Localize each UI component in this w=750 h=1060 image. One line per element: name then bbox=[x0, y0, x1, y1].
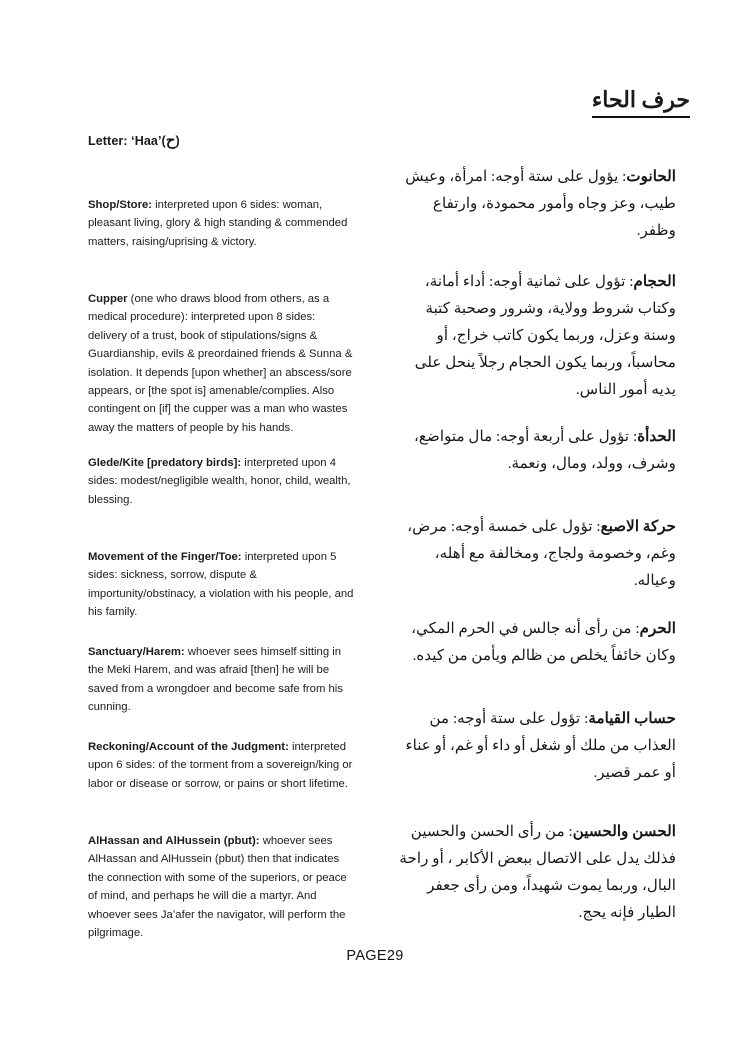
letter-label-prefix: Letter: ‘Haa’( bbox=[88, 134, 166, 148]
entry-term: AlHassan and AlHussein (pbut): bbox=[88, 835, 260, 847]
entry-ar-alharam bbox=[394, 615, 676, 669]
entry-body: : من رأى أنه جالس في الحرم المكي، وكان خائفاً يخلص من ظالم ويأمن من كيده. bbox=[411, 620, 676, 664]
entry-term: Glede/Kite [predatory birds]: bbox=[88, 457, 242, 469]
entry-body: : تؤول على خمسة أوجه: مرض، وغم، وخصومة ولجاج، ومخالفة مع أهله، وعياله. bbox=[407, 518, 676, 589]
entry-term: حركة الاصبع bbox=[600, 518, 676, 535]
entry-term: Reckoning/Account of the Judgment: bbox=[88, 741, 289, 753]
entry-term: حساب القيامة bbox=[588, 710, 676, 727]
entry-term: الحجام bbox=[633, 273, 676, 290]
entry-en-reckoning-account-of-judgment bbox=[88, 738, 356, 793]
entry-term: الحرم bbox=[639, 620, 676, 637]
letter-label bbox=[88, 131, 180, 150]
entry-term: Shop/Store: bbox=[88, 199, 153, 211]
entry-body: : تؤول على ستة أوجه: من العذاب من ملك أو شغل أو داء أو غم، أو عناء أو عمر قصير. bbox=[405, 710, 676, 781]
entry-term: Sanctuary/Harem: bbox=[88, 646, 185, 658]
entry-ar-harakat-alisbi bbox=[394, 513, 676, 594]
entry-body: : تؤول على ثمانية أوجه: أداء أمانة، وكتاب شروط وولاية، وشرور وصحبة كتبة وسنة وعزل، وربما يكون كاتب خراج، أو محاسباً، وربما يكون الحجام رجلاً ينحل على يديه أمور الناس. bbox=[414, 273, 676, 398]
entry-en-sanctuary-harem bbox=[88, 643, 356, 717]
entry-term: الحسن والحسين bbox=[572, 823, 676, 840]
entry-en-cupper bbox=[88, 290, 356, 437]
entry-en-alhassan-alhussein bbox=[88, 832, 356, 942]
page-number-footer: PAGE29 bbox=[346, 948, 404, 964]
entry-body: interpreted upon 6 sides: of the torment from a sovereign/king or labor or disease or sorrow, or pains or short lifetime. bbox=[88, 741, 353, 790]
entry-body: : تؤول على أربعة أوجه: مال متواضع، وشرف، وولد، ومال، ونعمة. bbox=[413, 428, 676, 472]
entry-term: الحانوت bbox=[626, 168, 676, 185]
entry-ar-hisab-alqiyamah bbox=[394, 705, 676, 786]
entry-body: interpreted upon 4 sides: modest/negligible wealth, honor, child, wealth, blessing. bbox=[88, 457, 351, 506]
entry-ar-alhajjam bbox=[394, 268, 676, 403]
entry-term: Cupper bbox=[88, 293, 128, 305]
entry-term: الحدأة bbox=[637, 428, 676, 445]
entry-term: Movement of the Finger/Toe: bbox=[88, 551, 242, 563]
entry-ar-alhanut bbox=[394, 163, 676, 244]
entry-en-movement-of-finger-toe bbox=[88, 548, 356, 622]
entry-body: : من رأى الحسن والحسين فذلك يدل على الاتصال ببعض الأكابر ، أو راحة البال، وربما يموت شهيداً، ومن رأى جعفر الطيار فإنه يحج. bbox=[399, 823, 676, 921]
entry-body: whoever sees himself sitting in the Meki Harem, and was afraid [then] he will be saved from a wrongdoer and become safe from his cunning. bbox=[88, 646, 343, 714]
entry-ar-alhasan-walhusayn bbox=[394, 818, 676, 926]
entry-body: : يؤول على ستة أوجه: امرأة، وعيش طيب، وعز وجاه وأمور محمودة، وارتفاع وظفر. bbox=[405, 168, 676, 239]
entry-body: interpreted upon 5 sides: sickness, sorrow, dispute & importunity/obstinacy, a violation with his people, and his family. bbox=[88, 551, 354, 619]
letter-label-suffix: ) bbox=[175, 134, 180, 148]
page-title: حرف الحاء bbox=[592, 86, 690, 118]
entry-en-shop-store bbox=[88, 196, 356, 251]
page-title-block bbox=[350, 86, 690, 118]
entry-en-glede-kite bbox=[88, 454, 356, 509]
entry-body: whoever sees AlHassan and AlHussein (pbut) then that indicates the connection with some of the superiors, or peace of mind, and perhaps he will die a martyr. And whoever sees Ja’afer the navigator, will perform the pilgrimage. bbox=[88, 835, 347, 940]
arabic-letter-haa-glyph: ح bbox=[165, 133, 176, 149]
entry-body: interpreted upon 6 sides: woman, pleasant living, glory & high standing & commended matters, raising/uprising & victory. bbox=[88, 199, 348, 248]
entry-body: (one who draws blood from others, as a medical procedure): interpreted upon 8 sides: delivery of a trust, book of stipulations/signs & Guardianship, evils & preordained friends & Sunna & isolation. It depends [upon whether] an abscess/sore appears, or [the spot is] amenable/complies. Also contingent on [if] the cupper was a man who wastes away the matters of people by his hands. bbox=[88, 293, 353, 434]
entry-ar-alhidaa bbox=[394, 423, 676, 477]
